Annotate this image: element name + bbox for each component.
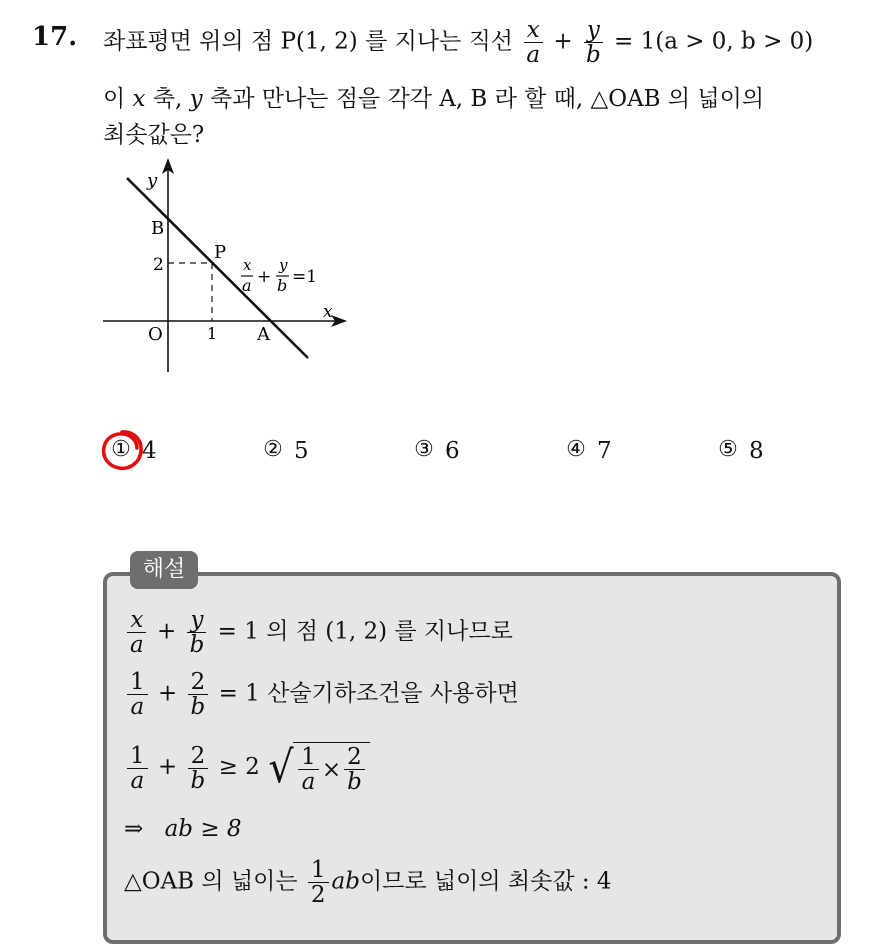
eq-label-equals-one: =1 (292, 267, 318, 287)
choice-3-mark: ③ (414, 437, 434, 462)
point-b-label: B (151, 218, 165, 239)
choice-2-value: 5 (294, 438, 309, 464)
point-a-label: A (257, 324, 270, 345)
question-line-1-tail: = 1(a > 0, b > 0) (614, 28, 814, 55)
solution-line-4: ⇒ ab ≥ 8 (124, 816, 242, 842)
solution-line-1: $\frac{x}{a}$ + $\frac{y}{b}$ = 1 의 점 (1, 2) 를 지나므로 (124, 608, 513, 657)
choice-1-value: 4 (142, 438, 157, 464)
choice-2[interactable] (262, 438, 309, 464)
selected-answer-mark (100, 428, 144, 472)
eq-label-a: a (242, 276, 252, 295)
origin-label: O (148, 324, 163, 345)
choice-3[interactable] (413, 438, 460, 464)
choice-5-mark: ⑤ (718, 437, 738, 462)
choice-5[interactable] (717, 438, 764, 464)
choice-2-mark: ② (263, 437, 283, 462)
equation-fraction-y-b: $\frac{y}{b}$ (583, 18, 604, 67)
x-axis-label: x (323, 302, 333, 322)
eq-label-y: y (279, 256, 288, 274)
y-axis-label: y (147, 170, 158, 191)
eq-label-plus: + (257, 267, 272, 287)
x-tick-1-label: 1 (207, 324, 218, 343)
eq-label-b: b (277, 276, 288, 295)
solution-line-2: $\frac{1}{a}$ + $\frac{2}{b}$ = 1 산술기하조건을 사용하면 (124, 670, 519, 719)
point-p-label: P (214, 242, 227, 263)
eq-label-x: x (243, 256, 252, 274)
coordinate-figure (95, 152, 355, 382)
question-number: 17. (32, 22, 78, 52)
choice-5-value: 8 (749, 438, 764, 464)
question-line-2: 이 x 축, y 축과 만나는 점을 각각 A, B 라 할 때, △OAB 의 넓이의 (103, 86, 765, 112)
choice-1-mark: ① (111, 437, 131, 462)
square-root: √ $\frac{1}{a}$ × $\frac{2}{b}$ (267, 742, 370, 794)
y-tick-2-label: 2 (153, 255, 164, 275)
question-line-1-text: 좌표평면 위의 점 P(1, 2) 를 지나는 직선 (103, 28, 514, 55)
equation-fraction-x-a: $\frac{x}{a}$ (523, 18, 543, 67)
choice-3-value: 6 (445, 438, 460, 464)
solution-tab: 해설 (130, 551, 198, 589)
question-line-3: 최솟값은? (103, 122, 205, 148)
choice-4[interactable] (565, 438, 612, 464)
solution-line-3: $\frac{1}{a}$ + $\frac{2}{b}$ ≥ 2 √ $\frac{1}{a}$ × $\frac{2}{b}$ (124, 742, 370, 794)
solution-line-5: △OAB 의 넓이는 $\frac{1}{2}$ ab이므로 넓이의 최솟값 : 4 (124, 857, 612, 909)
choice-4-value: 7 (597, 438, 612, 464)
choice-4-mark: ④ (566, 437, 586, 462)
question-line-1: 좌표평면 위의 점 P(1, 2) 를 지나는 직선 $\frac{x}{a}$ + $\frac{y}{b}$ = 1(a > 0, b > 0) (103, 17, 814, 69)
